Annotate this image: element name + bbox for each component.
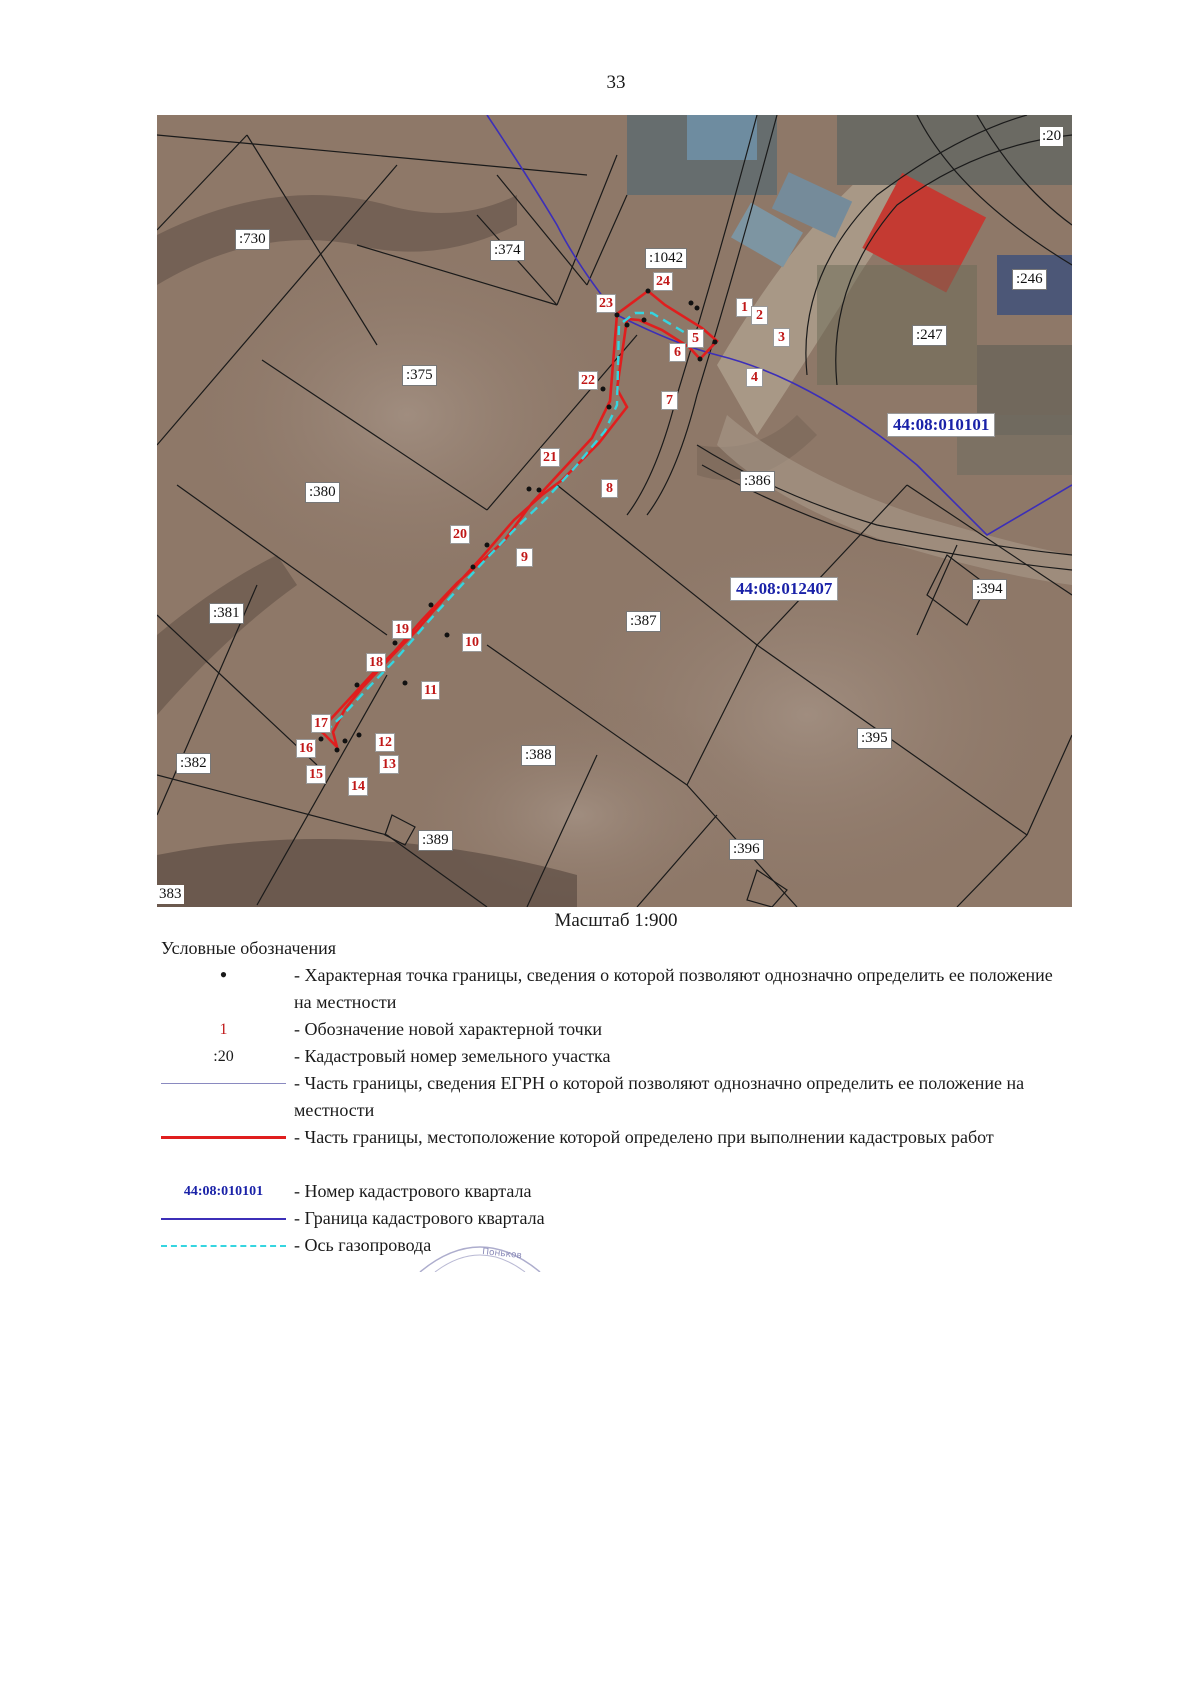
parcel-label: :730 xyxy=(235,229,270,250)
legend-title: Условные обозначения xyxy=(161,938,337,958)
point-label: 20 xyxy=(450,525,470,544)
point-label: 23 xyxy=(596,294,616,313)
point-label: 12 xyxy=(375,733,395,752)
parcel-label: :396 xyxy=(729,839,764,860)
new-point-symbol: 1 xyxy=(219,1021,228,1038)
gas-axis-line-symbol xyxy=(161,1245,286,1247)
stamp-seal xyxy=(400,1232,560,1272)
point-label: 17 xyxy=(311,714,331,733)
point-label: 19 xyxy=(392,620,412,639)
point-label: 1 xyxy=(736,298,753,317)
point-label: 6 xyxy=(669,343,686,362)
parcel-label: :388 xyxy=(521,745,556,766)
legend-item-cadastral-work-boundary xyxy=(161,1124,1081,1178)
point-label: 21 xyxy=(540,448,560,467)
point-label: 14 xyxy=(348,777,368,796)
parcel-label: :395 xyxy=(857,728,892,749)
point-label: 8 xyxy=(601,479,618,498)
legend-text: - Часть границы, местоположение которой определено при выполнении кадастровых работ xyxy=(294,1127,994,1147)
parcel-label: :387 xyxy=(626,611,661,632)
map-imagery xyxy=(157,115,1072,907)
point-label: 18 xyxy=(366,653,386,672)
parcel-number-symbol: :20 xyxy=(213,1048,234,1065)
parcel-label: :382 xyxy=(176,753,211,774)
legend-item-new-point xyxy=(161,1016,1081,1043)
legend-item-gas-axis xyxy=(161,1232,1081,1262)
point-label: 7 xyxy=(661,391,678,410)
point-label: 22 xyxy=(578,371,598,390)
point-label: 11 xyxy=(421,681,440,700)
legend-item-parcel-number xyxy=(161,1043,1081,1070)
parcel-label: :20 xyxy=(1042,128,1062,144)
parcel-label: :375 xyxy=(402,365,437,386)
legend-item-quarter-boundary xyxy=(161,1205,1081,1232)
point-label: 10 xyxy=(462,633,482,652)
point-label: 3 xyxy=(773,328,790,347)
quarter-boundary-line-symbol xyxy=(161,1218,286,1220)
page-number: 33 xyxy=(606,72,626,93)
legend-item-characteristic-point xyxy=(161,962,1081,1016)
parcel-label: :380 xyxy=(305,482,340,503)
point-label: 13 xyxy=(379,755,399,774)
point-label: 24 xyxy=(653,272,673,291)
point-label: 15 xyxy=(306,765,326,784)
parcel-label: :389 xyxy=(418,830,453,851)
stamp-text: Поньков xyxy=(481,1247,523,1262)
point-label: 4 xyxy=(746,368,763,387)
egrn-boundary-line-symbol xyxy=(161,1083,286,1084)
legend-text: - Характерная точка границы, сведения о которой позволяют однозначно определить ее положение на местности xyxy=(294,965,1053,1012)
parcel-label: :1042 xyxy=(645,248,687,269)
legend-text: - Граница кадастрового квартала xyxy=(294,1208,545,1228)
point-label: 16 xyxy=(296,739,316,758)
legend-text: - Обозначение новой характерной точки xyxy=(294,1019,603,1039)
parcel-label: :386 xyxy=(740,471,775,492)
legend-text: - Ось газопровода xyxy=(294,1235,432,1255)
point-symbol: • xyxy=(219,962,228,987)
cadastral-map xyxy=(157,115,1072,907)
legend-text: - Номер кадастрового квартала xyxy=(294,1181,532,1201)
parcel-label: :394 xyxy=(972,579,1007,600)
quarter-label: 44:08:012407 xyxy=(730,577,838,601)
point-label: 5 xyxy=(687,329,704,348)
scale-label: Масштаб 1:900 xyxy=(554,910,678,931)
quarter-number-symbol: 44:08:010101 xyxy=(183,1184,264,1199)
point-label: 9 xyxy=(516,548,533,567)
stamp xyxy=(400,1232,560,1272)
point-label: 2 xyxy=(751,306,768,325)
parcel-label: :246 xyxy=(1012,269,1047,290)
legend-item-quarter-number xyxy=(161,1178,1081,1205)
legend-text: - Кадастровый номер земельного участка xyxy=(294,1046,611,1066)
quarter-label: 44:08:010101 xyxy=(887,413,995,437)
red-boundary-line-symbol xyxy=(161,1136,286,1139)
parcel-label: :381 xyxy=(209,603,244,624)
legend-text: - Часть границы, сведения ЕГРН о которой позволяют однозначно определить ее положение на местности xyxy=(294,1073,1025,1120)
parcel-label: 383 xyxy=(159,886,182,902)
parcel-label: :247 xyxy=(912,325,947,346)
legend-item-egrn-boundary xyxy=(161,1070,1081,1124)
parcel-label: :374 xyxy=(490,240,525,261)
